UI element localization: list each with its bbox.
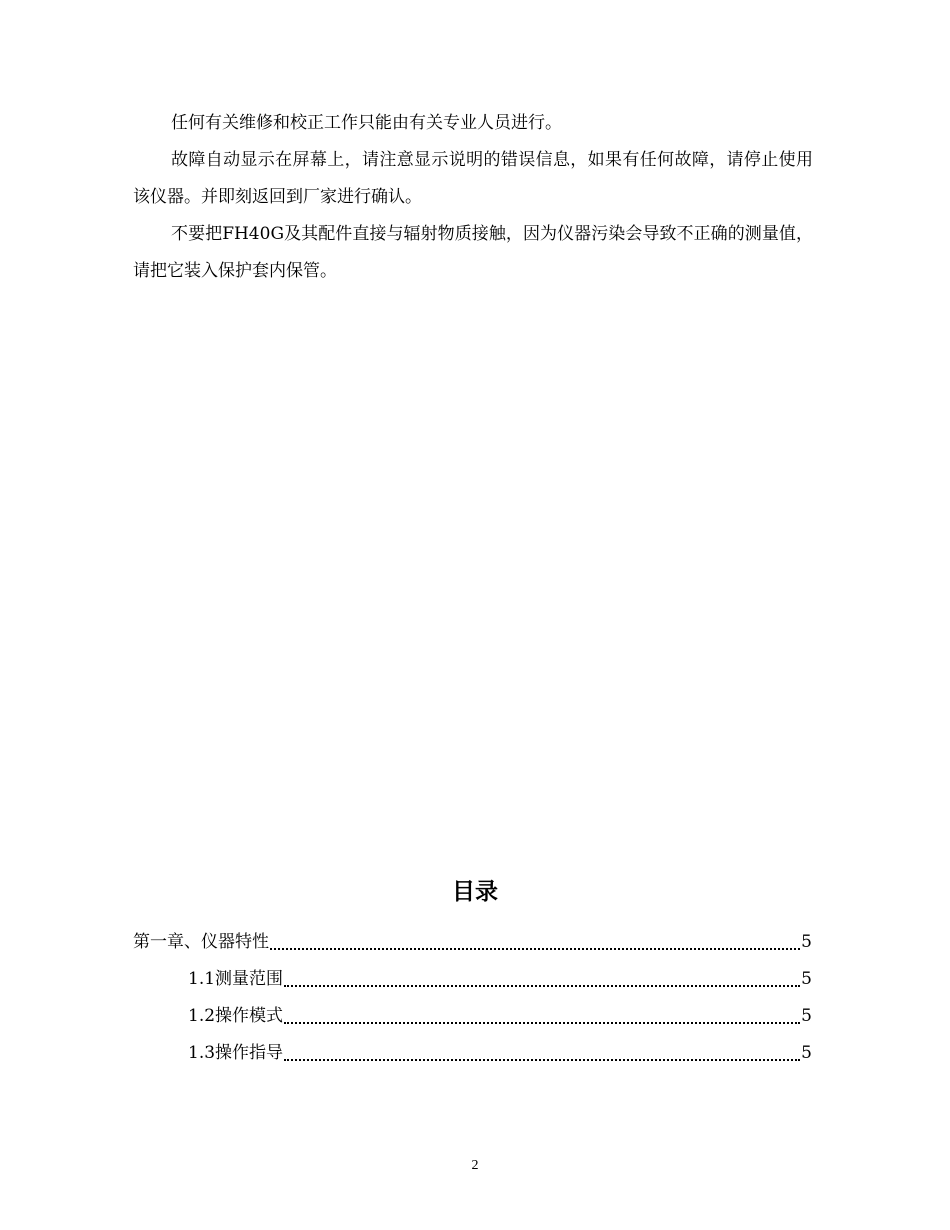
toc-entry-page: 5 [801,1006,812,1026]
toc-title: 目录 [452,879,498,905]
toc-entry-page: 5 [801,969,812,989]
paragraph-contamination: 不要把FH40G及其配件直接与辐射物质接触，因为仪器污染会导致不正确的测量值，请把它装入保护套内保管。 [133,224,813,281]
toc-leader-dots [284,1059,800,1061]
toc-entry-label: 1.1测量范围 [188,969,284,989]
toc-entry-1-2[interactable] [188,998,812,1035]
toc-entry-1-3[interactable] [188,1035,812,1072]
toc-entry-label: 1.3操作指导 [188,1043,284,1063]
page-number: 2 [471,1158,479,1173]
toc-entry-label: 第一章、仪器特性 [133,932,269,952]
toc-leader-dots [284,985,800,987]
toc-entry-1-1[interactable] [188,961,812,998]
toc-entry-page: 5 [801,932,812,952]
paragraph-fault-display: 故障自动显示在屏幕上，请注意显示说明的错误信息，如果有任何故障，请停止使用该仪器。并即刻返回到厂家进行确认。 [133,150,813,207]
toc-entry-page: 5 [801,1043,812,1063]
toc-leader-dots [270,948,800,950]
toc-leader-dots [284,1022,800,1024]
paragraph-maintenance: 任何有关维修和校正工作只能由有关专业人员进行。 [171,113,562,133]
toc-entry-chapter-1[interactable] [133,924,812,961]
toc-entry-label: 1.2操作模式 [188,1006,284,1026]
